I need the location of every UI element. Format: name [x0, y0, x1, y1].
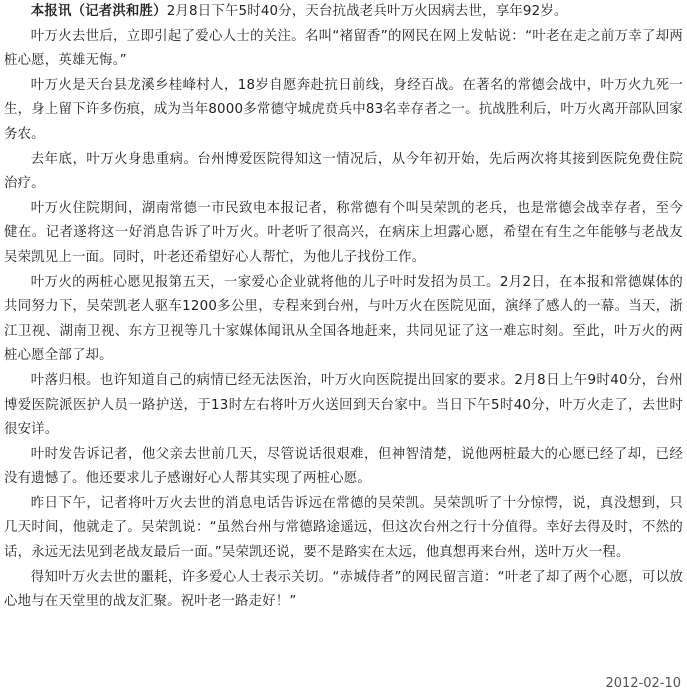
paragraph-6: 叶万火的两桩心愿见报第五天，一家爱心企业就将他的儿子叶时发招为员工。2月2日，在本报和常德媒体的共同努力下，吴荣凯老人驱车1200多公里，专程来到台州，与叶万火在医院见面，演绎了感人的一幕。当天，浙江卫视、湖南卫视、东方卫视等几十家媒体闻讯从全国各地赶来，共同见证了这一难忘时刻。至此，叶万火的两桩心愿全部了却。: [4, 274, 683, 364]
paragraph-8: 叶时发告诉记者，他父亲去世前几天，尽管说话很艰难，但神智清楚，说他两桩最大的心愿已经了却，已经没有遗憾了。他还要求儿子感谢好心人帮其实现了两桩心愿。: [4, 446, 683, 487]
publish-date: 2012-02-10: [605, 676, 681, 691]
dateline-lead: 本报讯（记者洪和胜）: [30, 4, 167, 19]
paragraph-7: 叶落归根。也许知道自己的病情已经无法医治，叶万火向医院提出回家的要求。2月8日上午9时40分，台州博爱医院派医护人员一路护送，于13时左右将叶万火送回到天台家中。当日下午5时40分，叶万火走了，去世时很安详。: [4, 372, 683, 438]
paragraph-4: 去年底，叶万火身患重病。台州博爱医院得知这一情况后，从今年初开始，先后两次将其接到医院免费住院治疗。: [4, 151, 683, 192]
paragraph-2: 叶万火去世后，立即引起了爱心人士的关注。名叫“褚留香”的网民在网上发帖说：“叶老在走之前万幸了却两桩心愿，英雄无悔。”: [4, 28, 683, 69]
paragraph-9: 昨日下午，记者将叶万火去世的消息电话告诉远在常德的吴荣凯。吴荣凯听了十分惊愕，说，真没想到，只几天时间，他就走了。吴荣凯说：“虽然台州与常德路途遥远，但这次台州之行十分值得。幸好去得及时，不然的话，永远无法见到老战友最后一面。”吴荣凯还说，要不是路实在太远，他真想再来台州，送叶万火一程。: [4, 495, 683, 561]
paragraph-10: 得知叶万火去世的噩耗，许多爱心人士表示关切。“赤城侍者”的网民留言道：“叶老了却了两个心愿，可以放心地与在天堂里的战友汇聚。祝叶老一路走好！”: [4, 569, 683, 610]
paragraph-text: 2月8日下午5时40分，天台抗战老兵叶万火因病去世，享年92岁。: [166, 4, 568, 19]
article-body: [4, 0, 683, 615]
paragraph-3: 叶万火是天台县龙溪乡桂峰村人，18岁自愿奔赴抗日前线，身经百战。在著名的常德会战中，叶万火九死一生，身上留下许多伤痕，成为当年8000多常德守城虎贲兵中83名幸存者之一。抗战胜利后，叶万火离开部队回家务农。: [4, 77, 683, 142]
paragraph-5: 叶万火住院期间，湖南常德一市民致电本报记者，称常德有个叫吴荣凯的老兵，也是常德会战幸存者，至今健在。记者遂将这一好消息告诉了叶万火。叶老听了很高兴，在病床上坦露心愿，希望在有生之年能够与老战友吴荣凯见上一面。同时，叶老还希望好心人帮忙，为他儿子找份工作。: [4, 200, 683, 265]
paragraph-1: [4, 0, 683, 25]
